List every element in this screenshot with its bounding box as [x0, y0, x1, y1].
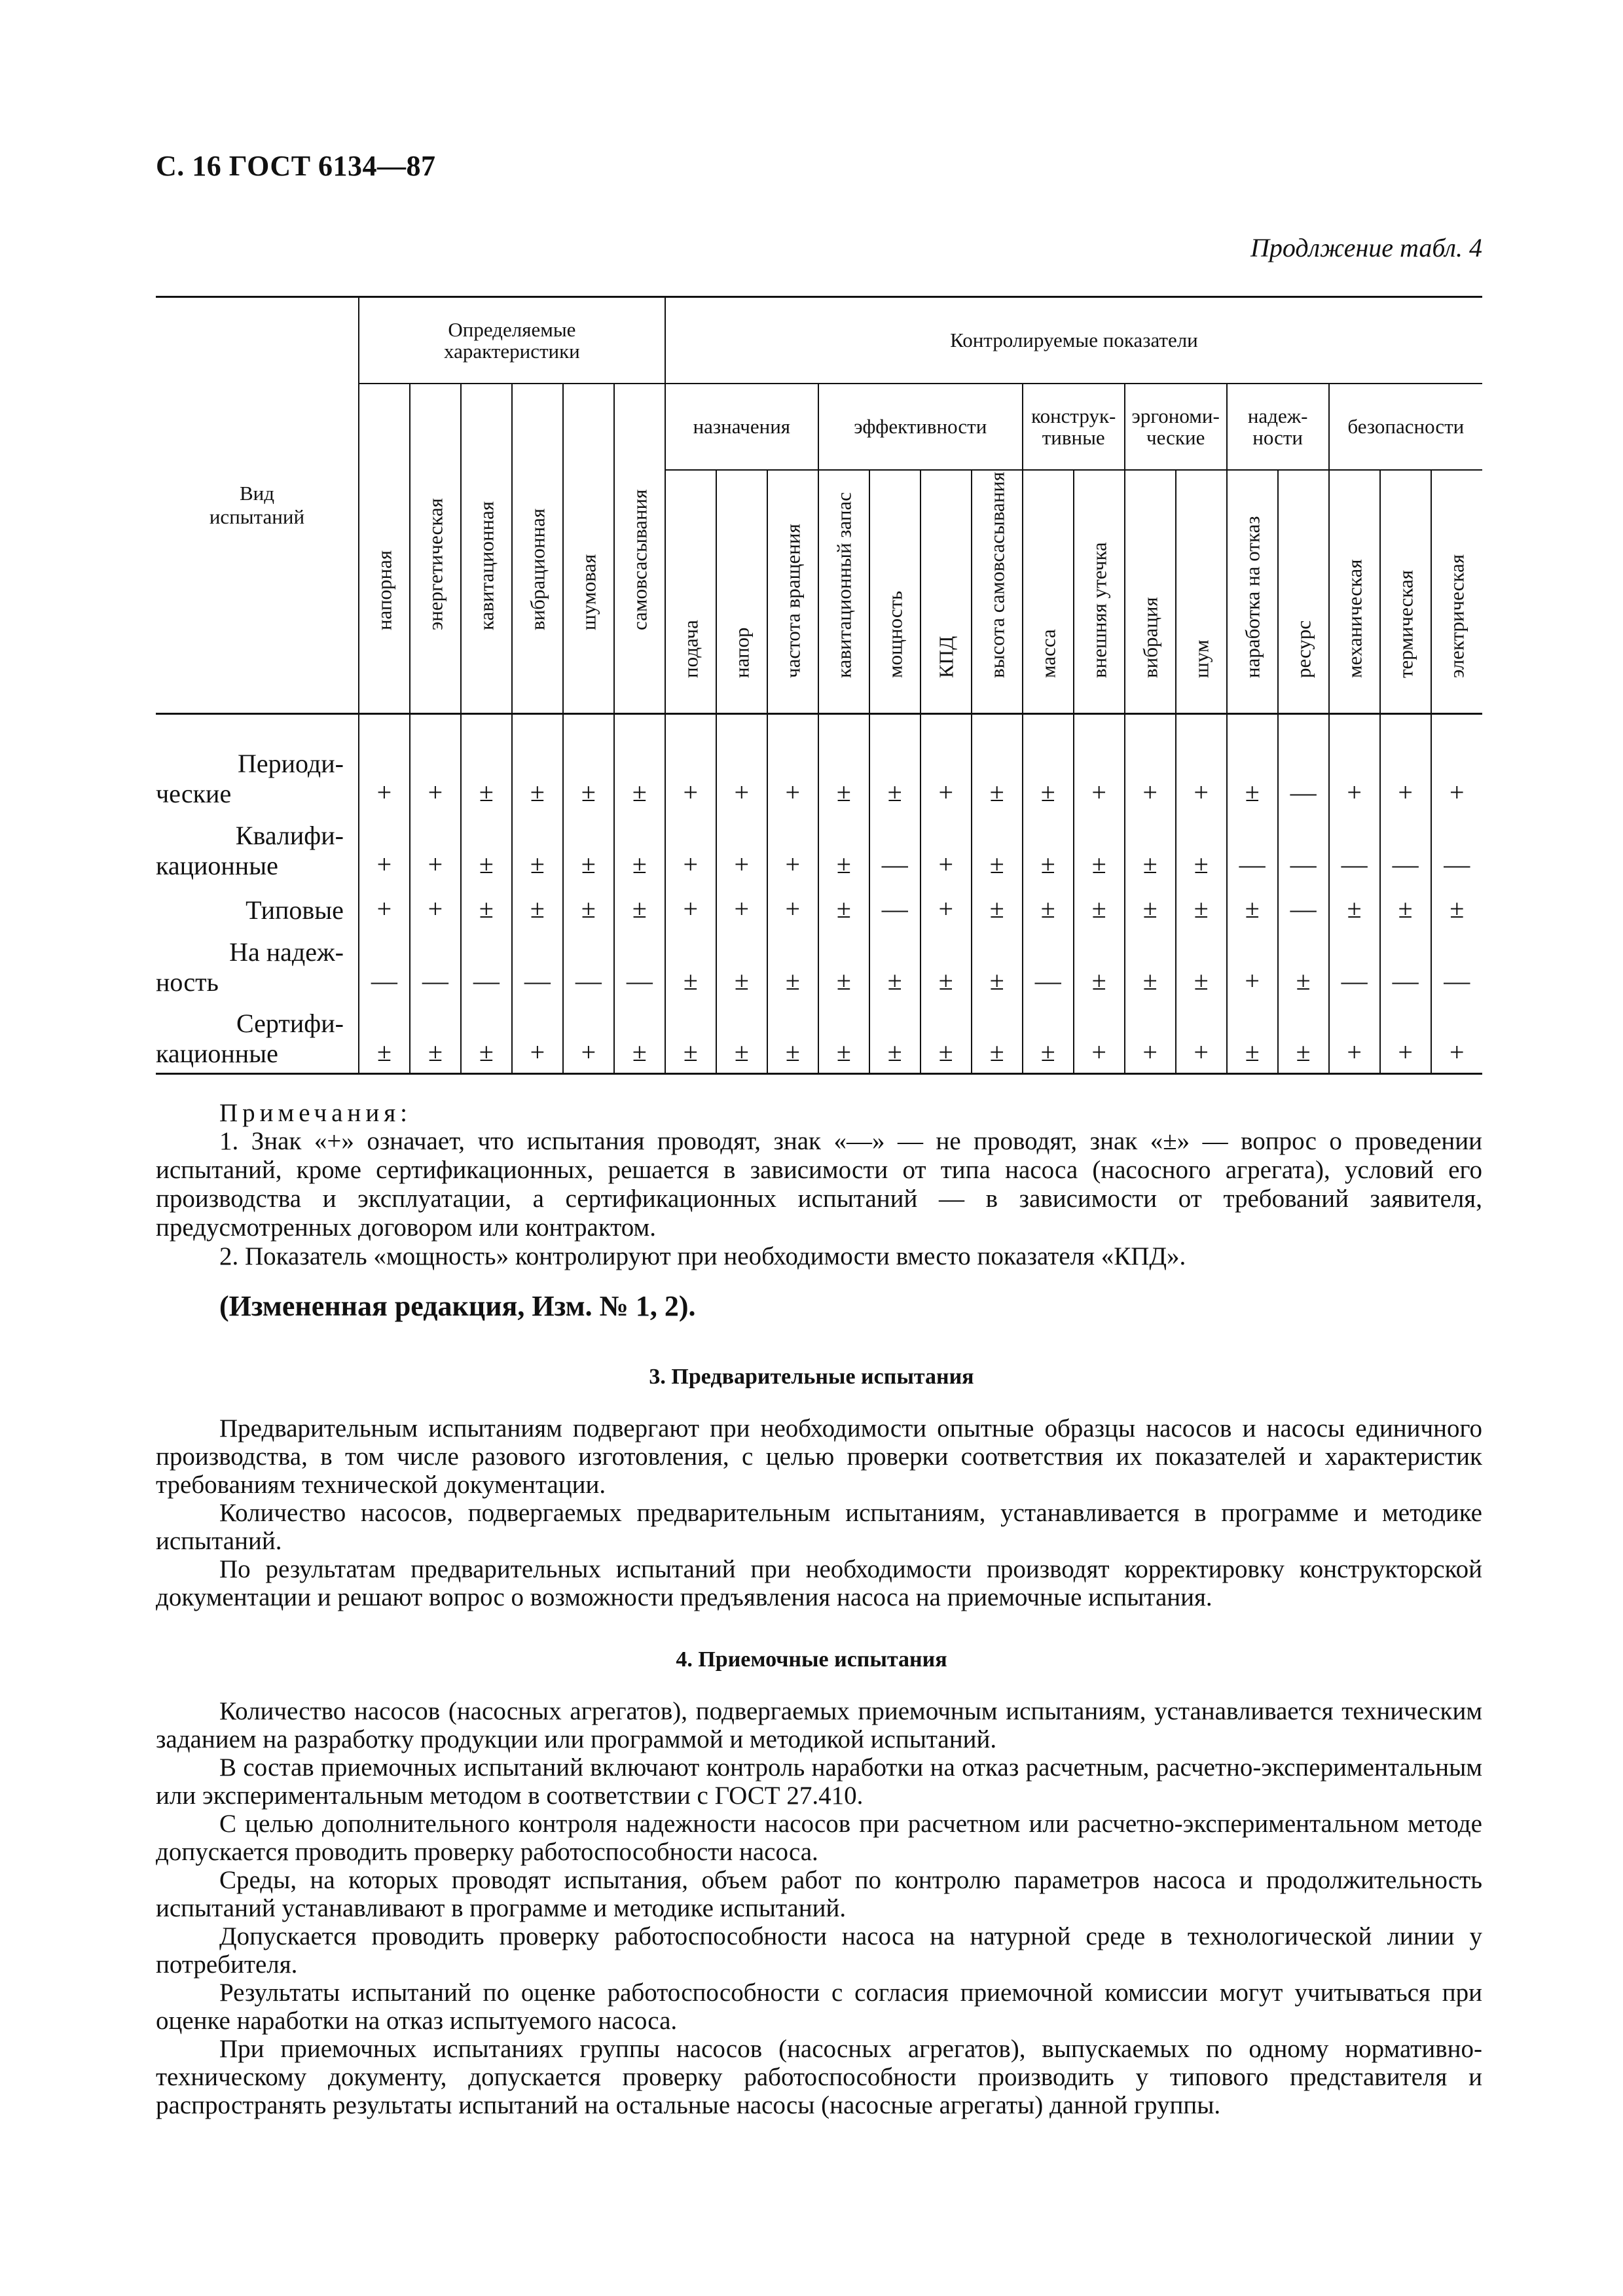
- row-label-line: ность: [156, 967, 219, 997]
- col-controlled-7: масса: [1023, 470, 1074, 714]
- notes-title: Примечания:: [219, 1099, 412, 1127]
- table-cell: ±: [461, 813, 512, 885]
- table-cell: +: [921, 885, 972, 929]
- table-cell: +: [1329, 741, 1380, 813]
- table-cell: +: [665, 885, 716, 929]
- table-cell: ±: [512, 813, 563, 885]
- table-cell: —: [1431, 813, 1482, 885]
- table-cell: +: [512, 1001, 563, 1073]
- table-cell: ±: [1176, 885, 1227, 929]
- table-cell: ±: [818, 885, 869, 929]
- table-cell: ±: [665, 1001, 716, 1073]
- col-controlled-14: термическая: [1380, 470, 1431, 714]
- table-cell: ±: [614, 1001, 665, 1073]
- table-cell: —: [461, 929, 512, 1001]
- table-row: [156, 741, 1482, 813]
- table-cell: +: [1380, 741, 1431, 813]
- table-cell: —: [1278, 813, 1329, 885]
- table-cell: —: [1227, 813, 1278, 885]
- row-label: [156, 813, 359, 885]
- col-controlled-8: внешняя утечка: [1074, 470, 1125, 714]
- subgroup-reliability: надеж- ности: [1227, 384, 1329, 470]
- table-cell: ±: [614, 741, 665, 813]
- table-cell: —: [869, 813, 921, 885]
- table-cell: —: [1329, 929, 1380, 1001]
- table-cell: +: [767, 885, 818, 929]
- row-header-line-1: Вид: [239, 482, 274, 505]
- table-cell: ±: [972, 813, 1023, 885]
- table-cell: ±: [1431, 885, 1482, 929]
- table-cell: +: [1074, 741, 1125, 813]
- table-cell: ±: [972, 741, 1023, 813]
- subgroup-efficiency: эффективности: [818, 384, 1023, 470]
- table-cell: ±: [767, 1001, 818, 1073]
- table-cell: —: [869, 885, 921, 929]
- table-cell: ±: [869, 1001, 921, 1073]
- col-determined-3: вибрационная: [512, 384, 563, 714]
- row-label: [156, 1001, 359, 1073]
- table-cell: ±: [1278, 1001, 1329, 1073]
- group-determined-line-2: характеристики: [444, 340, 580, 363]
- section-4-paragraph: Количество насосов (насосных агрегатов), подвергаемых приемочным испытаниям, устанавливается техническим заданием на разработку продукции или программой и методикой испытаний.: [156, 1697, 1482, 1753]
- row-header-line-2: испытаний: [209, 505, 305, 528]
- table-cell: ±: [1278, 929, 1329, 1001]
- note-2: 2. Показатель «мощность» контролируют при необходимости вместо показателя «КПД».: [219, 1242, 1186, 1270]
- table-cell: ±: [972, 1001, 1023, 1073]
- col-controlled-15: электрическая: [1431, 470, 1482, 714]
- group-controlled: Контролируемые показатели: [665, 297, 1482, 384]
- table-cell: —: [614, 929, 665, 1001]
- table-cell: +: [716, 885, 767, 929]
- table-cell: ±: [972, 929, 1023, 1001]
- col-controlled-12: ресурс: [1278, 470, 1329, 714]
- table-cell: —: [1431, 929, 1482, 1001]
- col-controlled-13: механическая: [1329, 470, 1380, 714]
- table-row: [156, 813, 1482, 885]
- table-cell: —: [1380, 929, 1431, 1001]
- table-cell: ±: [614, 885, 665, 929]
- col-controlled-10: шум: [1176, 470, 1227, 714]
- section-3-paragraph: Количество насосов, подвергаемых предварительным испытаниям, устанавливается в программе и методике испытаний.: [156, 1499, 1482, 1555]
- table-cell: ±: [461, 1001, 512, 1073]
- table-cell: +: [716, 813, 767, 885]
- subgroup-safety: безопасности: [1329, 384, 1482, 470]
- table-cell: —: [512, 929, 563, 1001]
- table-cell: ±: [410, 1001, 461, 1073]
- table-cell: —: [1278, 885, 1329, 929]
- col-determined-5: самовсасывания: [614, 384, 665, 714]
- table-cell: ±: [1176, 929, 1227, 1001]
- table-cell: +: [665, 813, 716, 885]
- table-cell: ±: [563, 813, 614, 885]
- table-cell: ±: [461, 885, 512, 929]
- table-cell: ±: [818, 929, 869, 1001]
- row-label: [156, 741, 359, 813]
- table-cell: —: [1329, 813, 1380, 885]
- table-cell: ±: [1125, 813, 1176, 885]
- col-determined-2: кавитационная: [461, 384, 512, 714]
- table-cell: +: [665, 741, 716, 813]
- section-4-body: [156, 1697, 1482, 2119]
- table-cell: ±: [921, 929, 972, 1001]
- table-cell: —: [563, 929, 614, 1001]
- table-cell: ±: [972, 885, 1023, 929]
- table-cell: ±: [1074, 813, 1125, 885]
- section-4-paragraph: Допускается проводить проверку работоспособности насоса на натурной среде в технологической линии у потребителя.: [156, 1922, 1482, 1979]
- table-cell: ±: [716, 1001, 767, 1073]
- table-cell: ±: [359, 1001, 410, 1073]
- table-cell: +: [359, 741, 410, 813]
- table-cell: +: [563, 1001, 614, 1073]
- table-cell: ±: [614, 813, 665, 885]
- table-cell: +: [410, 885, 461, 929]
- table-cell: ±: [1023, 885, 1074, 929]
- row-label-line: ческие: [156, 779, 232, 808]
- table-cell: —: [1278, 741, 1329, 813]
- table-cell: +: [359, 813, 410, 885]
- table-cell: ±: [1227, 1001, 1278, 1073]
- section-3-body: [156, 1414, 1482, 1611]
- table-cell: —: [1380, 813, 1431, 885]
- note-1: 1. Знак «+» означает, что испытания проводят, знак «—» — не проводят, знак «±» — вопрос о проведении испытаний, кроме сертификационных, решается в зависимости от типа насоса (насосного агрегата), условий его производства и эксплуатации, а сертификационных испытаний — в зависимости от требований заявителя, предусмотренных договором или контрактом.: [156, 1127, 1482, 1242]
- table-cell: ±: [1023, 813, 1074, 885]
- section-4-paragraph: Результаты испытаний по оценке работоспособности с согласия приемочной комиссии могут учитываться при оценке наработки на отказ испытуемого насоса.: [156, 1979, 1482, 2035]
- section-4-paragraph: В состав приемочных испытаний включают контроль наработки на отказ расчетным, расчетно-экспериментальным или экспериментальным методом в соответствии с ГОСТ 27.410.: [156, 1753, 1482, 1810]
- table-cell: ±: [1329, 885, 1380, 929]
- table-cell: +: [1329, 1001, 1380, 1073]
- table-cell: ±: [869, 929, 921, 1001]
- table-cell: ±: [1125, 929, 1176, 1001]
- row-label-line: кационные: [156, 851, 278, 880]
- table-cell: ±: [1023, 1001, 1074, 1073]
- col-controlled-5: КПД: [921, 470, 972, 714]
- row-label-line: кационные: [156, 1038, 278, 1068]
- table-cell: ±: [1227, 741, 1278, 813]
- table-cell: ±: [1380, 885, 1431, 929]
- section-4-paragraph: Среды, на которых проводят испытания, объем работ по контролю параметров насоса и продолжительность испытаний устанавливают в программе и методике испытаний.: [156, 1866, 1482, 1922]
- section-4-title: 4. Приемочные испытания: [676, 1647, 947, 1672]
- table-cell: +: [1125, 1001, 1176, 1073]
- row-label-line: Сертифи-: [236, 1008, 344, 1038]
- tests-table: [156, 296, 1482, 1075]
- table-continuation-label: Продлжение табл. 4: [1250, 233, 1482, 262]
- col-determined-0: напорная: [359, 384, 410, 714]
- section-3-paragraph: По результатам предварительных испытаний при необходимости производят корректировку конструкторской документации и решают вопрос о возможности предъявления насоса на приемочные испытания.: [156, 1555, 1482, 1611]
- table-cell: ±: [818, 813, 869, 885]
- row-label-line: Квалифи-: [235, 821, 344, 850]
- table-cell: ±: [563, 741, 614, 813]
- table-cell: —: [1023, 929, 1074, 1001]
- table-cell: +: [921, 813, 972, 885]
- table-cell: +: [1431, 1001, 1482, 1073]
- table-cell: ±: [1176, 813, 1227, 885]
- subgroup-design: конструк- тивные: [1023, 384, 1125, 470]
- col-controlled-3: кавитационный запас: [818, 470, 869, 714]
- table-cell: +: [1074, 1001, 1125, 1073]
- table-cell: ±: [563, 885, 614, 929]
- section-4-paragraph: При приемочных испытаниях группы насосов (насосных агрегатов), выпускаемых по одному нормативно-техническому документу, допускается проверку работоспособности производить у типового представителя и распространять результаты испытаний на остальные насосы (насосные агрегаты) данной группы.: [156, 2035, 1482, 2119]
- table-cell: +: [410, 813, 461, 885]
- section-3-title: 3. Предварительные испытания: [649, 1365, 974, 1389]
- table-cell: +: [1125, 741, 1176, 813]
- table-cell: +: [410, 741, 461, 813]
- table-cell: ±: [461, 741, 512, 813]
- row-label-line: На надеж-: [229, 937, 344, 967]
- table-row: [156, 885, 1482, 929]
- table-cell: —: [410, 929, 461, 1001]
- col-controlled-1: напор: [716, 470, 767, 714]
- table-cell: ±: [818, 1001, 869, 1073]
- table-cell: +: [1431, 741, 1482, 813]
- table-cell: ±: [1227, 885, 1278, 929]
- section-4-paragraph: С целью дополнительного контроля надежности насосов при расчетном или расчетно-экспериментальном методе допускается проводить проверку работоспособности насоса.: [156, 1810, 1482, 1866]
- section-3-paragraph: Предварительным испытаниям подвергают при необходимости опытные образцы насосов и насосы единичного производства, в том числе разового изготовления, с целью проверки соответствия их показателей и характеристик требованиям технической документации.: [156, 1414, 1482, 1499]
- table-cell: ±: [512, 885, 563, 929]
- subgroup-ergonomic: эргономи- ческие: [1125, 384, 1227, 470]
- col-controlled-11: наработка на отказ: [1227, 470, 1278, 714]
- table-cell: ±: [1125, 885, 1176, 929]
- table-cell: ±: [1074, 885, 1125, 929]
- subgroup-purpose: назначения: [665, 384, 818, 470]
- table-cell: +: [767, 741, 818, 813]
- table-cell: ±: [716, 929, 767, 1001]
- row-label-line: Периоди-: [237, 749, 344, 778]
- col-controlled-6: высота самовсасывания: [972, 470, 1023, 714]
- table-cell: +: [1227, 929, 1278, 1001]
- table-cell: ±: [869, 741, 921, 813]
- row-label: [156, 929, 359, 1001]
- col-controlled-9: вибрация: [1125, 470, 1176, 714]
- row-header-cell: [156, 297, 359, 714]
- row-label: [156, 885, 359, 929]
- table-row: [156, 929, 1482, 1001]
- table-cell: ±: [665, 929, 716, 1001]
- group-determined-line-1: Определяемые: [448, 317, 576, 341]
- col-determined-1: энергетическая: [410, 384, 461, 714]
- page-title: С. 16 ГОСТ 6134—87: [156, 150, 436, 182]
- col-controlled-2: частота вращения: [767, 470, 818, 714]
- table-cell: +: [921, 741, 972, 813]
- col-determined-4: шумовая: [563, 384, 614, 714]
- table-cell: ±: [512, 741, 563, 813]
- table-cell: +: [1380, 1001, 1431, 1073]
- table-cell: +: [1176, 1001, 1227, 1073]
- amendment-note: (Измененная редакция, Изм. № 1, 2).: [219, 1290, 696, 1322]
- row-label-line: Типовые: [246, 895, 344, 925]
- table-cell: ±: [818, 741, 869, 813]
- table-cell: ±: [767, 929, 818, 1001]
- table-cell: ±: [1023, 741, 1074, 813]
- table-cell: ±: [921, 1001, 972, 1073]
- table-cell: +: [767, 813, 818, 885]
- table-cell: ±: [1074, 929, 1125, 1001]
- notes-block: [156, 1127, 1482, 1271]
- group-determined: [359, 297, 665, 384]
- table-cell: +: [359, 885, 410, 929]
- col-controlled-4: мощность: [869, 470, 921, 714]
- table-cell: —: [359, 929, 410, 1001]
- col-controlled-0: подача: [665, 470, 716, 714]
- table-cell: +: [1176, 741, 1227, 813]
- table-cell: +: [716, 741, 767, 813]
- table-row: [156, 1001, 1482, 1073]
